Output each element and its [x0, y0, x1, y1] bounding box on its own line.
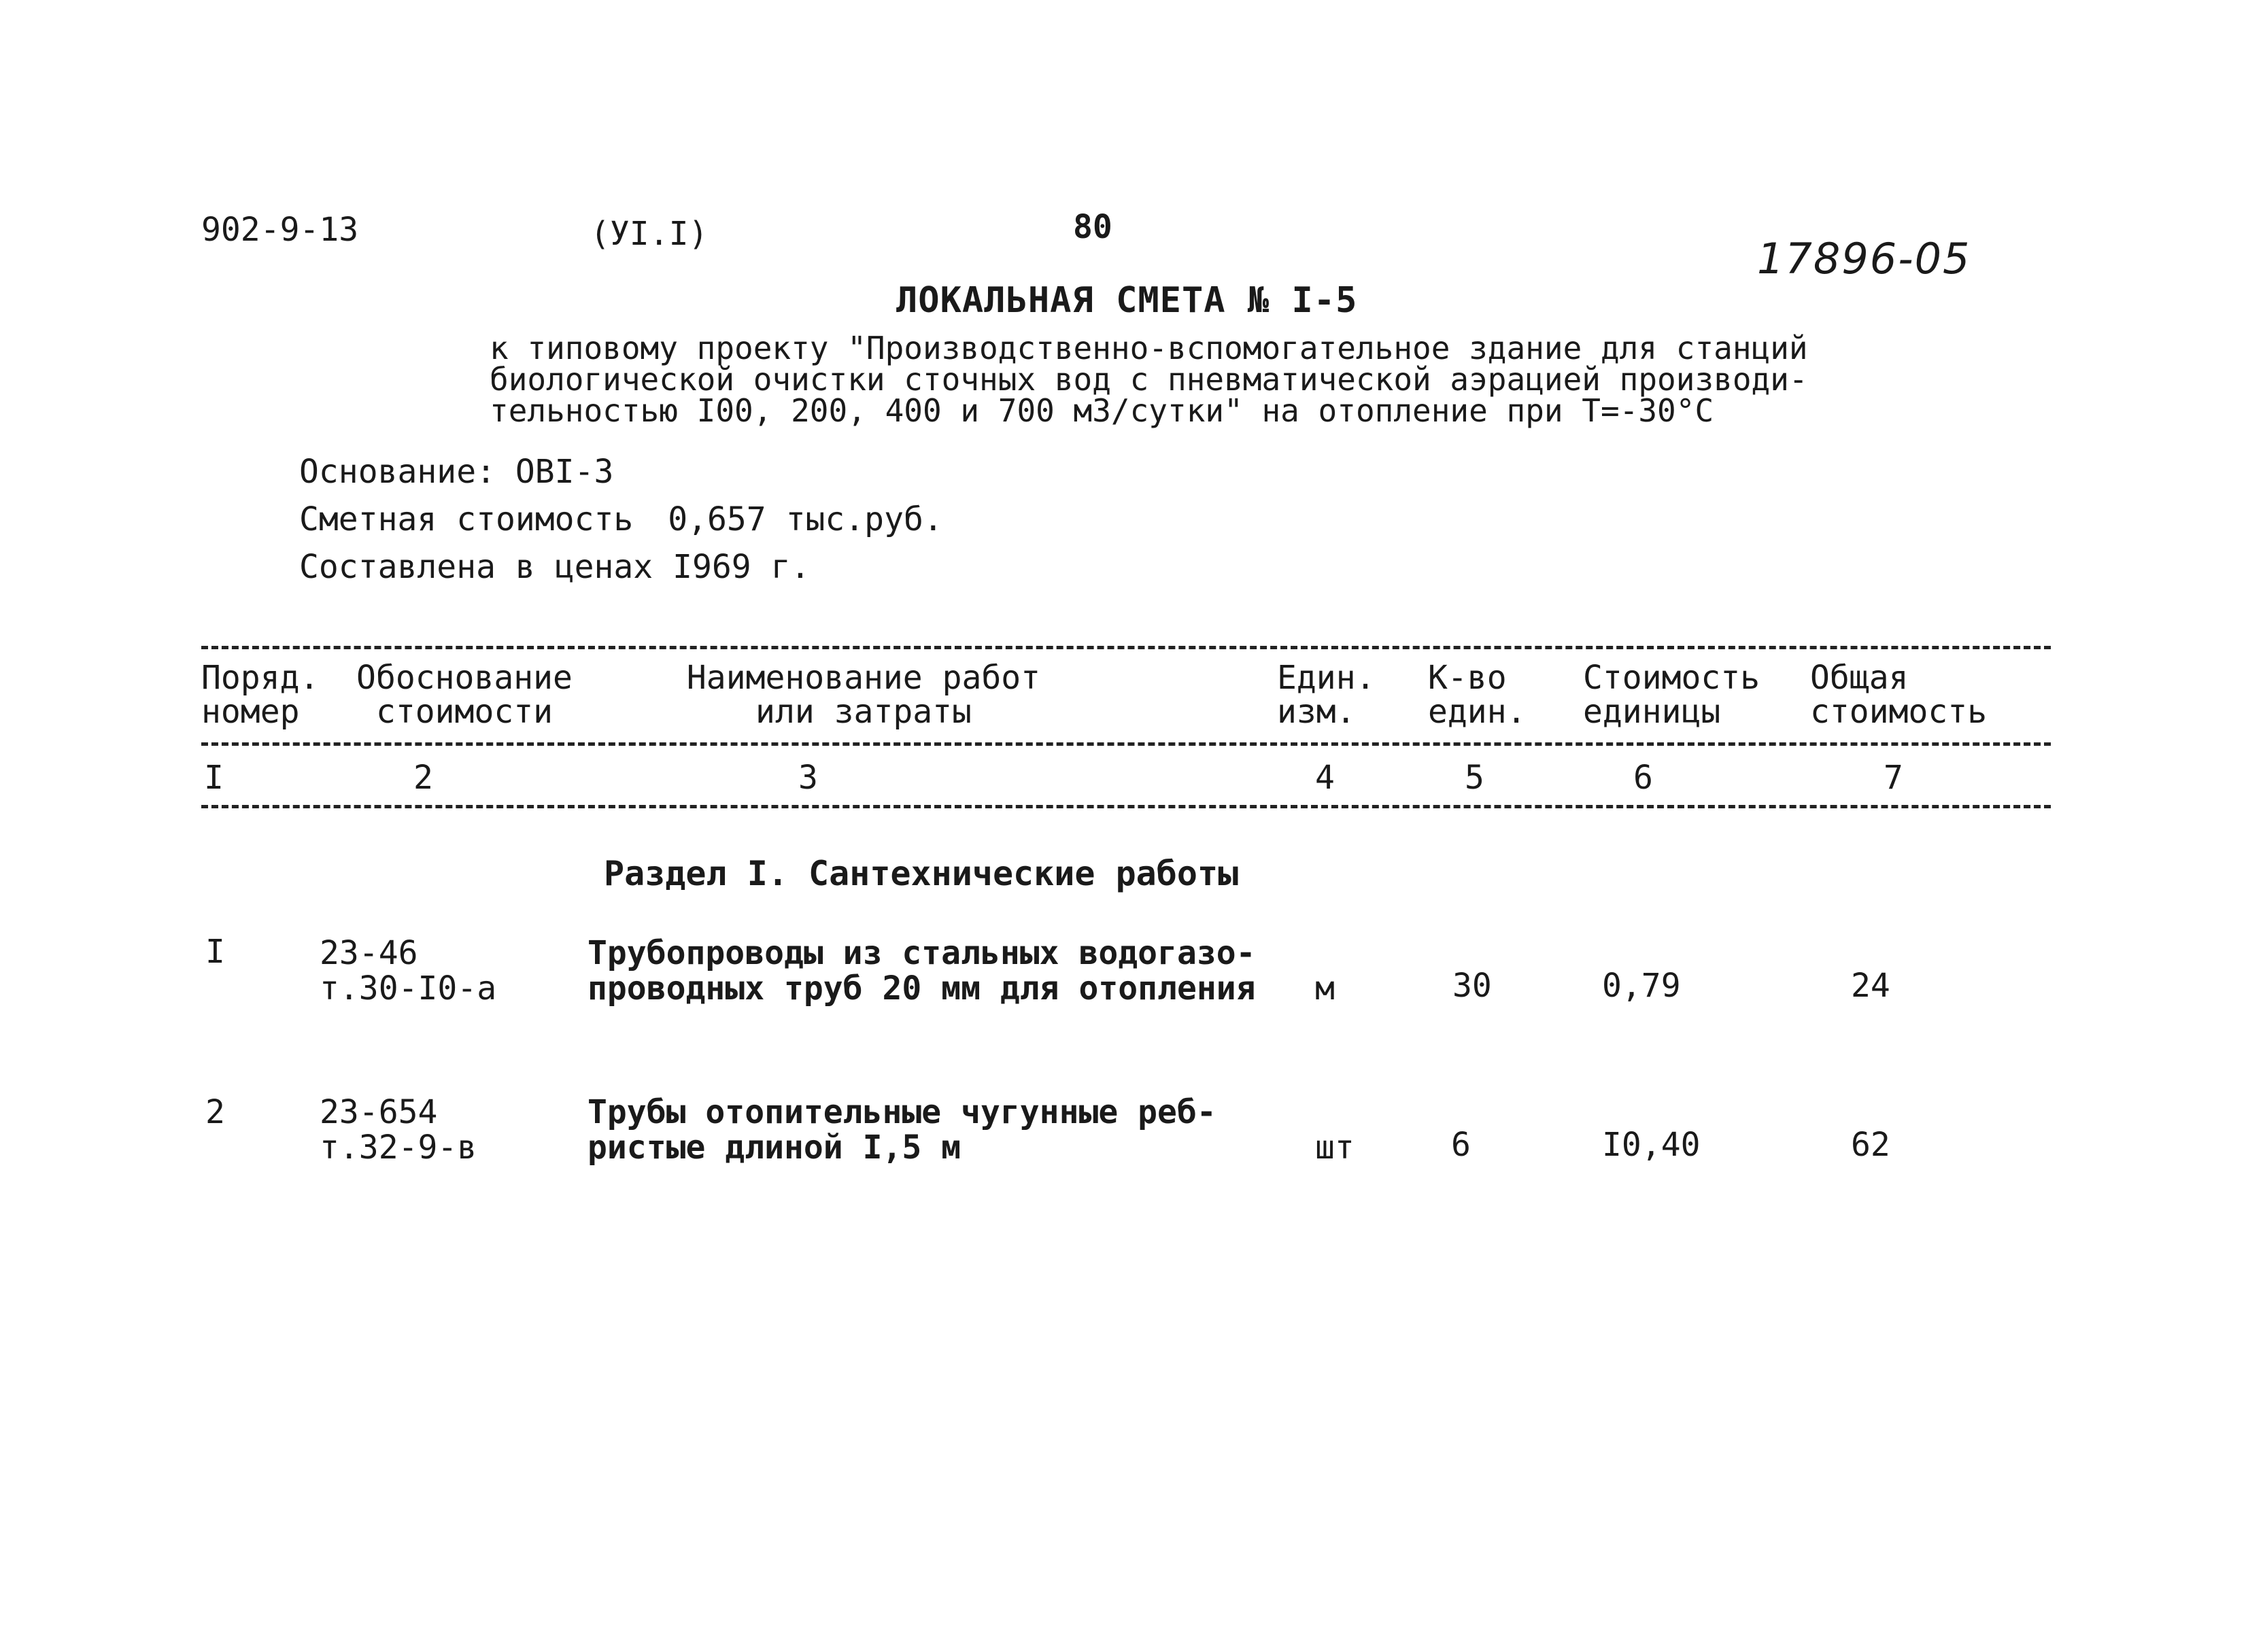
row-1-basis — [320, 935, 496, 1006]
header-col-7 — [1810, 661, 1987, 729]
header-col-2-line-1: Обоснование — [356, 659, 573, 697]
row-1-num: I — [205, 933, 225, 971]
colnum-6: 6 — [1633, 759, 1653, 797]
colnum-5: 5 — [1465, 759, 1484, 797]
row-1-basis-line-2: т.30-I0-а — [320, 969, 497, 1008]
header-bottom-rule — [201, 742, 2051, 746]
colnum-3: 3 — [798, 759, 818, 797]
estimated-cost-line — [299, 502, 943, 537]
header-col-6-line-2: единицы — [1583, 693, 1721, 731]
header-col-3-line-1: Наименование работ — [686, 659, 1041, 697]
row-2-basis — [320, 1095, 477, 1165]
row-1-name-line-1: Трубопроводы из стальных водогазо- — [587, 934, 1256, 972]
estimated-cost-label: Сметная стоимость — [299, 500, 634, 538]
colnum-2: 2 — [413, 759, 433, 797]
row-1-unit: м — [1315, 969, 1335, 1008]
header-col-4 — [1277, 661, 1376, 729]
subtitle-line-2: биологической очистки сточных вод с пневматической аэрацией производи- — [490, 361, 1808, 398]
row-2-basis-line-1: 23-654 — [320, 1093, 438, 1131]
header-col-2-line-2: стоимости — [375, 693, 554, 731]
stamp-number: 17896-05 — [1757, 234, 1971, 283]
section-title: Раздел I. Сантехнические работы — [604, 854, 1239, 893]
colnum-4: 4 — [1315, 759, 1335, 797]
header-col-4-line-2: изм. — [1277, 693, 1356, 731]
row-1-name-line-2: проводных труб 20 мм для отопления — [587, 969, 1256, 1008]
row-2-unit-cost: I0,40 — [1602, 1126, 1701, 1164]
header-col-3 — [653, 661, 1074, 729]
estimated-cost-value: 0,657 тыс.руб. — [668, 500, 943, 538]
subtitle-line-3: тельностью I00, 200, 400 и 700 м3/сутки" на отопление при Т=-30°С — [490, 392, 1714, 429]
table-top-rule — [201, 646, 2051, 649]
row-2-total: 62 — [1851, 1126, 1890, 1164]
header-col-1-line-1: Поряд. — [201, 659, 320, 697]
header-col-3-line-2: или затраты — [755, 693, 972, 731]
header-col-6 — [1583, 661, 1760, 729]
header-col-6-line-1: Стоимость — [1583, 659, 1760, 697]
header-col-2 — [352, 661, 577, 729]
document-title: ЛОКАЛЬНАЯ СМЕТА № I-5 — [896, 280, 1358, 321]
row-2-basis-line-2: т.32-9-в — [320, 1129, 477, 1167]
row-2-name — [587, 1095, 1216, 1165]
row-2-name-line-1: Трубы отопительные чугунные реб- — [587, 1093, 1216, 1131]
basis-line: Основание: ОВI-3 — [299, 453, 614, 491]
row-2-unit: шт — [1315, 1129, 1355, 1167]
row-2-qty: 6 — [1451, 1126, 1471, 1164]
row-1-basis-line-1: 23-46 — [320, 934, 418, 972]
page-number: 80 — [1073, 208, 1112, 246]
row-2-name-line-2: ристые длиной I,5 м — [587, 1129, 961, 1167]
header-col-5 — [1428, 661, 1527, 729]
volume-label: (УI.I) — [590, 215, 709, 253]
header-col-1-line-2: номер — [201, 693, 300, 731]
row-1-name — [587, 935, 1256, 1006]
prices-line: Составлена в ценах I969 г. — [299, 548, 811, 586]
header-col-4-line-1: Един. — [1277, 659, 1376, 697]
header-col-7-line-1: Общая — [1810, 659, 1909, 697]
subtitle-line-1: к типовому проекту "Производственно-вспомогательное здание для станций — [490, 330, 1808, 366]
colnum-bottom-rule — [201, 805, 2051, 808]
document-code: 902-9-13 — [201, 211, 359, 249]
colnum-1: I — [204, 759, 224, 797]
header-col-5-line-2: един. — [1428, 693, 1527, 731]
row-1-qty: 30 — [1452, 967, 1492, 1005]
row-1-total: 24 — [1851, 967, 1890, 1005]
row-2-num: 2 — [205, 1093, 225, 1131]
row-1-unit-cost: 0,79 — [1602, 967, 1681, 1005]
header-col-7-line-2: стоимость — [1810, 693, 1988, 731]
colnum-7: 7 — [1884, 759, 1903, 797]
header-col-1 — [201, 661, 319, 729]
header-col-5-line-1: К-во — [1428, 659, 1507, 697]
